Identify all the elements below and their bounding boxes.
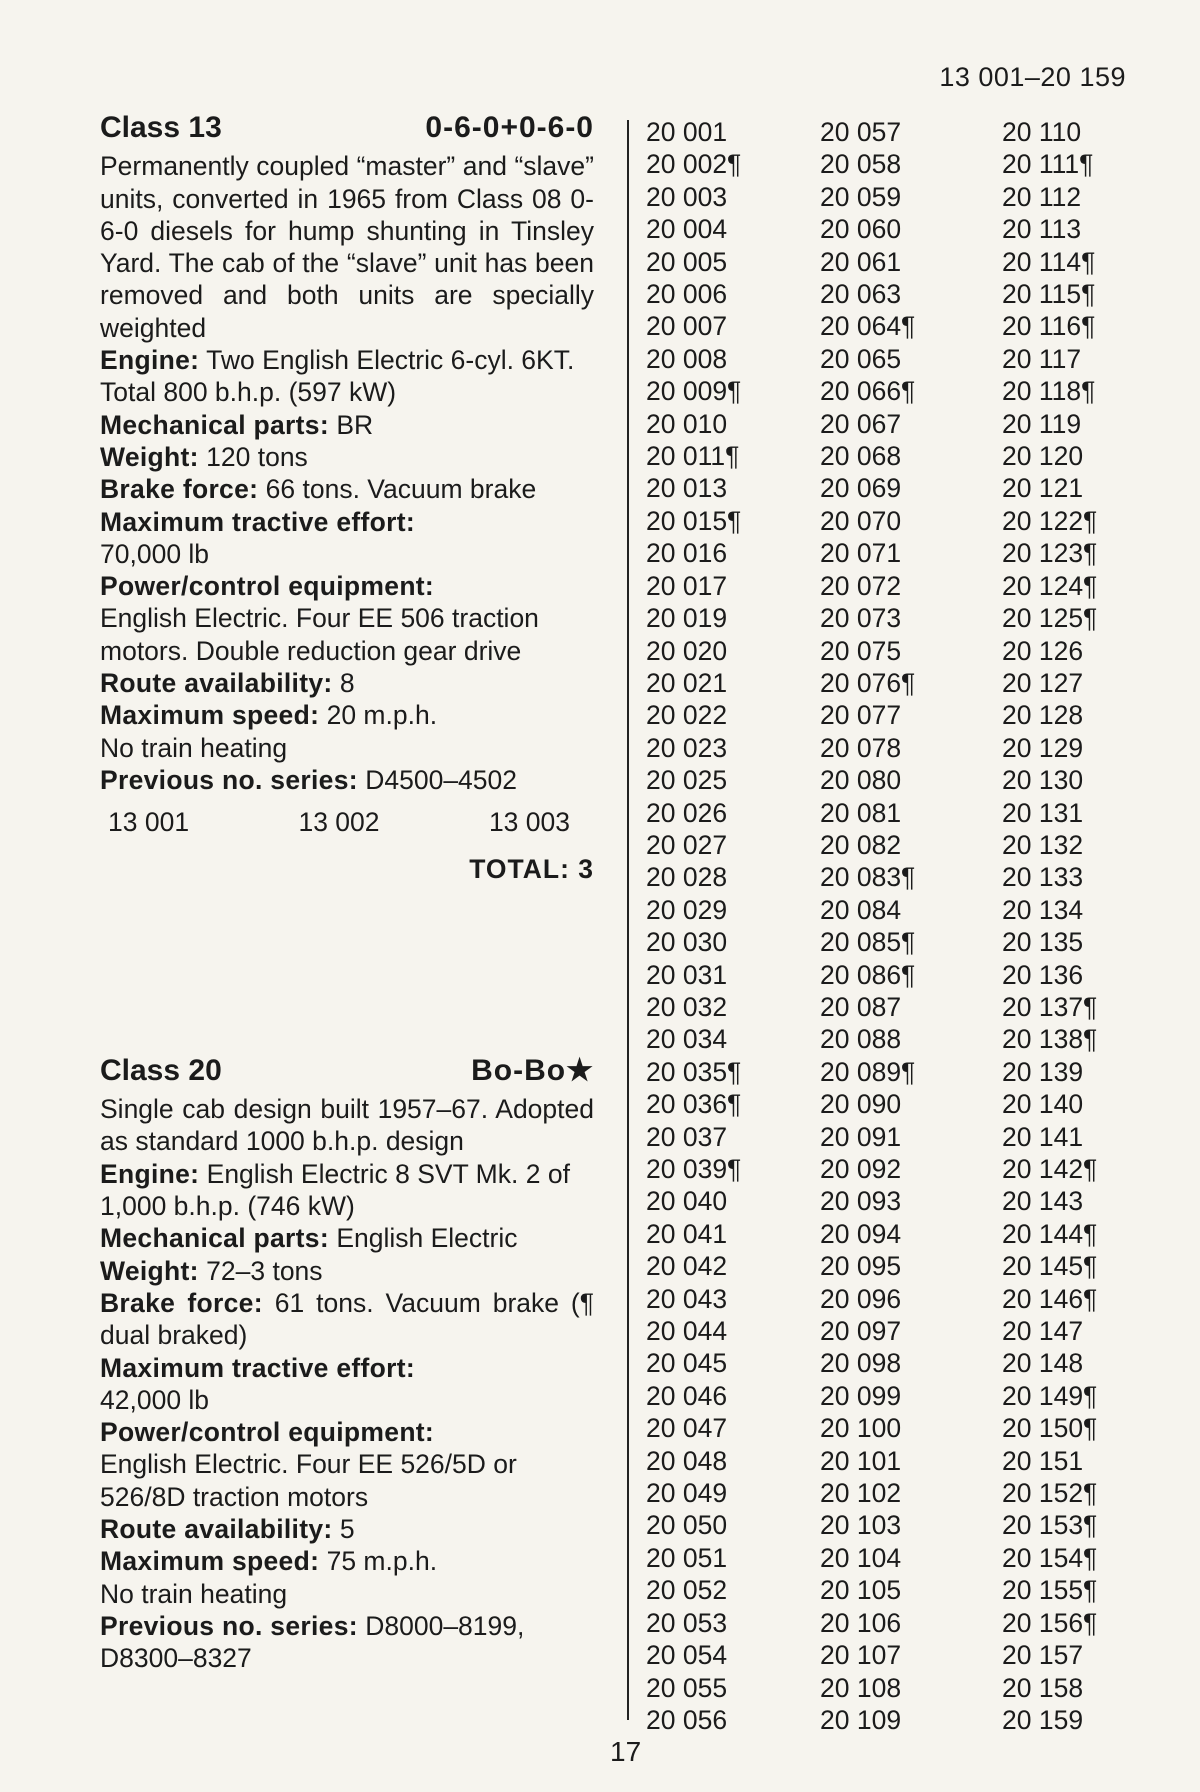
locomotive-number: 20 013: [646, 473, 728, 504]
locomotive-number: 20 137¶: [1002, 991, 1098, 1022]
locomotive-number: 20 141: [1002, 1121, 1084, 1152]
locomotive-number: 20 113: [1002, 214, 1082, 245]
locomotive-number: 20 037: [646, 1121, 728, 1152]
locomotive-number: 20 144¶: [1002, 1218, 1098, 1249]
locomotive-number: 20 122¶: [1002, 505, 1098, 536]
maximum-speed-label: Maximum speed:: [100, 1546, 320, 1577]
locomotive-number: 20 108: [820, 1672, 902, 1703]
class13-total: TOTAL: 3: [469, 853, 594, 884]
route-availability-value: 8: [339, 668, 355, 699]
locomotive-number: 20 106: [820, 1607, 902, 1638]
locomotive-number: 20 150¶: [1002, 1413, 1098, 1444]
locomotive-number: 20 119: [1002, 408, 1082, 439]
locomotive-number: 20 053: [646, 1607, 728, 1638]
class20-brake-force: [100, 1287, 594, 1352]
locomotive-number: 20 151: [1002, 1445, 1084, 1476]
power-control-label: Power/control equipment:: [100, 1417, 435, 1448]
locomotive-number: 20 059: [820, 181, 902, 212]
locomotive-number: 20 060: [820, 214, 902, 245]
locomotive-number: 20 140: [1002, 1089, 1084, 1120]
engine-value: English Electric 8 SVT Mk. 2 of 1,000 b.h.p. (746 kW): [100, 1158, 570, 1222]
class20-tractive-effort: [100, 1352, 594, 1417]
locomotive-number: 20 058: [820, 149, 902, 180]
previous-series-label: Previous no. series:: [100, 764, 358, 795]
locomotive-number: 20 072: [820, 570, 902, 601]
brake-force-label: Brake force:: [100, 474, 259, 505]
locomotive-number: 20 020: [646, 635, 728, 666]
locomotive-number: 20 143: [1002, 1186, 1084, 1217]
locomotive-number: 20 069: [820, 473, 902, 504]
brake-force-label: Brake force:: [100, 1287, 263, 1318]
locomotive-number: 20 008: [646, 343, 728, 374]
locomotive-number: 20 127: [1002, 667, 1084, 698]
class20-heading: [100, 1055, 594, 1087]
locomotive-number: 20 011¶: [646, 441, 740, 472]
class13-tractive-effort: [100, 506, 594, 571]
class20-mechanical-parts: [100, 1222, 594, 1254]
locomotive-number: 20 043: [646, 1283, 728, 1314]
locomotive-number: 20 015¶: [646, 505, 742, 536]
brake-force-value: 66 tons. Vacuum brake: [265, 474, 537, 505]
locomotive-number: 20 152¶: [1002, 1478, 1098, 1509]
locomotive-number: 20 129: [1002, 732, 1084, 763]
locomotive-number: 20 040: [646, 1186, 728, 1217]
class20-description: Single cab design built 1957–67. Adopted as standard 1000 b.h.p. design: [100, 1094, 594, 1157]
locomotive-number: 20 099: [820, 1380, 902, 1411]
locomotive-number: 20 126: [1002, 635, 1084, 666]
locomotive-number: 20 036¶: [646, 1089, 742, 1120]
locomotive-number: 20 063: [820, 279, 902, 310]
locomotive-number: 20 064¶: [820, 311, 916, 342]
locomotive-number: 20 071: [820, 538, 902, 569]
locomotive-number: 20 118¶: [1002, 376, 1096, 407]
locomotive-number: 20 149¶: [1002, 1380, 1098, 1411]
locomotive-number: 20 105: [820, 1575, 902, 1606]
locomotive-number: 20 002¶: [646, 149, 742, 180]
locomotive-number: 20 087: [820, 991, 902, 1022]
locomotive-number: 20 006: [646, 279, 728, 310]
locomotive-number: 20 030: [646, 927, 728, 958]
locomotive-number: 20 004: [646, 214, 728, 245]
mechanical-parts-label: Mechanical parts:: [100, 1223, 329, 1254]
locomotive-number: 20 049: [646, 1478, 728, 1509]
number-column-3: [1002, 116, 1097, 1736]
class20-maximum-speed: [100, 1545, 594, 1577]
locomotive-number: 20 121: [1002, 473, 1084, 504]
locomotive-number: 20 054: [646, 1640, 728, 1671]
locomotive-number: 20 005: [646, 246, 728, 277]
locomotive-number: 20 076¶: [820, 667, 916, 698]
locomotive-number: 20 145¶: [1002, 1251, 1098, 1282]
locomotive-number: 20 128: [1002, 700, 1084, 731]
locomotive-number: 20 078: [820, 732, 902, 763]
number-column-2: [820, 116, 915, 1736]
locomotive-number: 20 148: [1002, 1348, 1084, 1379]
locomotive-number: 20 107: [820, 1640, 902, 1671]
locomotive-number: 20 042: [646, 1251, 728, 1282]
route-availability-label: Route availability:: [100, 668, 333, 699]
class13-description: Permanently coupled “master” and “slave” units, converted in 1965 from Class 08 0-6-0 diesels for hump shunting in Tinsley Yard. The cab of the “slave” unit has been removed and both units are specially weighted: [100, 151, 594, 343]
locomotive-number: 20 051: [646, 1542, 728, 1573]
class13-unit-list: [100, 806, 594, 838]
class13-mechanical-parts: [100, 409, 594, 441]
class13-wheel-arrangement: 0-6-0+0-6-0: [425, 111, 594, 144]
locomotive-number: 20 029: [646, 894, 728, 925]
locomotive-number: 20 116¶: [1002, 311, 1096, 342]
locomotive-number: 20 156¶: [1002, 1607, 1098, 1638]
tractive-effort-label: Maximum tractive effort:: [100, 506, 415, 537]
locomotive-number: 20 035¶: [646, 1056, 742, 1087]
class20-weight: [100, 1255, 594, 1287]
locomotive-number: 20 142¶: [1002, 1154, 1098, 1184]
locomotive-number: 20 084: [820, 894, 902, 925]
class13-title: Class 13: [100, 111, 222, 144]
locomotive-number: 20 034: [646, 1024, 728, 1055]
locomotive-number: 20 136: [1002, 959, 1084, 990]
class20-engine: [100, 1158, 594, 1223]
locomotive-number: 20 016: [646, 538, 728, 569]
power-control-value: English Electric. Four EE 506 traction motors. Double reduction gear drive: [100, 603, 539, 666]
locomotive-number: 20 009¶: [646, 376, 742, 407]
locomotive-number: 20 052: [646, 1575, 728, 1606]
locomotive-number: 20 066¶: [820, 376, 916, 407]
locomotive-number: 20 048: [646, 1445, 728, 1476]
class20-power-control: [100, 1416, 594, 1513]
unit-number: 13 002: [298, 807, 380, 838]
maximum-speed-value: 20 m.p.h.: [326, 700, 438, 731]
class13-train-heating: No train heating: [100, 732, 288, 763]
locomotive-number: 20 153¶: [1002, 1510, 1098, 1541]
locomotive-number: 20 032: [646, 991, 728, 1022]
previous-series-value: D4500–4502: [365, 764, 518, 795]
locomotive-number: 20 132: [1002, 829, 1084, 860]
locomotive-number: 20 138¶: [1002, 1024, 1098, 1055]
locomotive-number: 20 041: [646, 1218, 728, 1249]
unit-number: 13 003: [488, 807, 570, 838]
column-divider: [627, 120, 629, 1720]
locomotive-number: 20 146¶: [1002, 1283, 1098, 1314]
engine-value: Two English Electric 6-cyl. 6KT. Total 800 b.h.p. (597 kW): [100, 345, 575, 408]
locomotive-number: 20 075: [820, 635, 902, 666]
locomotive-number: 20 086¶: [820, 959, 916, 990]
locomotive-number: 20 115¶: [1002, 279, 1096, 310]
locomotive-number: 20 100: [820, 1413, 902, 1444]
class20-section: [100, 1055, 594, 1675]
class-details-column: [100, 112, 594, 1674]
locomotive-number: 20 114¶: [1002, 246, 1096, 277]
locomotive-number: 20 125¶: [1002, 603, 1098, 634]
class13-maximum-speed: [100, 699, 594, 731]
locomotive-number: 20 082: [820, 829, 902, 860]
locomotive-number: 20 098: [820, 1348, 902, 1379]
mechanical-parts-value: BR: [336, 409, 374, 440]
locomotive-number: 20 088: [820, 1024, 902, 1055]
locomotive-number: 20 089¶: [820, 1056, 916, 1087]
locomotive-number: 20 044: [646, 1316, 728, 1347]
weight-label: Weight:: [100, 441, 199, 472]
locomotive-number: 20 027: [646, 829, 728, 860]
mechanical-parts-label: Mechanical parts:: [100, 409, 329, 440]
locomotive-number: 20 134: [1002, 894, 1084, 925]
locomotive-number: 20 095: [820, 1251, 902, 1282]
locomotive-number: 20 021: [646, 667, 728, 698]
previous-series-label: Previous no. series:: [100, 1610, 358, 1641]
tractive-effort-value: 42,000 lb: [100, 1384, 210, 1415]
locomotive-number: 20 007: [646, 311, 728, 342]
locomotive-number: 20 047: [646, 1413, 728, 1444]
weight-value: 120 tons: [206, 441, 308, 472]
locomotive-number: 20 124¶: [1002, 570, 1098, 601]
locomotive-number: 20 073: [820, 603, 902, 634]
locomotive-number: 20 130: [1002, 765, 1084, 796]
locomotive-number: 20 085¶: [820, 927, 916, 958]
locomotive-number: 20 110: [1002, 117, 1082, 147]
locomotive-number: 20 003: [646, 181, 728, 212]
locomotive-number: 20 147: [1002, 1316, 1084, 1347]
locomotive-number: 20 028: [646, 862, 728, 893]
locomotive-number: 20 045: [646, 1348, 728, 1379]
mechanical-parts-value: English Electric: [336, 1223, 518, 1254]
locomotive-number: 20 159: [1002, 1704, 1084, 1735]
locomotive-number: 20 065: [820, 343, 902, 374]
locomotive-number: 20 057: [820, 117, 902, 147]
class13-route-availability: [100, 667, 594, 699]
locomotive-number: 20 046: [646, 1380, 728, 1411]
class20-wheel-arrangement: Bo-Bo★: [471, 1053, 594, 1087]
locomotive-number: 20 102: [820, 1478, 902, 1509]
locomotive-number: 20 031: [646, 959, 728, 990]
locomotive-number: 20 131: [1002, 797, 1084, 828]
locomotive-number: 20 111¶: [1002, 149, 1094, 180]
class13-previous-series: [100, 764, 594, 796]
locomotive-number: 20 039¶: [646, 1154, 742, 1184]
engine-label: Engine:: [100, 1158, 200, 1189]
tractive-effort-value: 70,000 lb: [100, 538, 210, 569]
locomotive-number: 20 101: [820, 1445, 902, 1476]
locomotive-number: 20 135: [1002, 927, 1084, 958]
locomotive-number: 20 123¶: [1002, 538, 1098, 569]
locomotive-number: 20 092: [820, 1154, 902, 1184]
locomotive-number: 20 070: [820, 505, 902, 536]
locomotive-number: 20 120: [1002, 441, 1084, 472]
engine-label: Engine:: [100, 345, 200, 376]
locomotive-number: 20 155¶: [1002, 1575, 1098, 1606]
locomotive-number: 20 017: [646, 570, 728, 601]
locomotive-number: 20 094: [820, 1218, 902, 1249]
weight-value: 72–3 tons: [206, 1255, 323, 1286]
power-control-label: Power/control equipment:: [100, 571, 435, 602]
page-range-header: 13 001–20 159: [939, 62, 1126, 92]
previous-series-value: D8000–8199, D8300–8327: [100, 1610, 525, 1674]
number-column-1: [646, 116, 741, 1736]
maximum-speed-label: Maximum speed:: [100, 700, 320, 731]
weight-label: Weight:: [100, 1255, 199, 1286]
locomotive-number: 20 023: [646, 732, 728, 763]
class13-power-control: [100, 570, 594, 667]
locomotive-number: 20 061: [820, 246, 902, 277]
power-control-value: English Electric. Four EE 526/5D or 526/8D traction motors: [100, 1449, 517, 1512]
locomotive-number: 20 022: [646, 700, 728, 731]
class20-title: Class 20: [100, 1053, 222, 1087]
unit-number: 13 001: [108, 807, 190, 838]
class13-engine: [100, 344, 594, 409]
locomotive-number: 20 026: [646, 797, 728, 828]
locomotive-number: 20 096: [820, 1283, 902, 1314]
page-number: 17: [610, 1736, 642, 1767]
locomotive-number: 20 081: [820, 797, 902, 828]
class13-brake-force: [100, 473, 594, 505]
class20-previous-series: [100, 1610, 594, 1675]
locomotive-number: 20 097: [820, 1316, 902, 1347]
locomotive-number: 20 068: [820, 441, 902, 472]
locomotive-number: 20 139: [1002, 1056, 1084, 1087]
class13-section: [100, 112, 594, 885]
locomotive-number: 20 025: [646, 765, 728, 796]
locomotive-number: 20 083¶: [820, 862, 916, 893]
locomotive-number: 20 104: [820, 1542, 902, 1573]
locomotive-number: 20 154¶: [1002, 1542, 1098, 1573]
locomotive-number: 20 157: [1002, 1640, 1084, 1671]
locomotive-number: 20 090: [820, 1089, 902, 1120]
class13-weight: [100, 441, 594, 473]
locomotive-number: 20 080: [820, 765, 902, 796]
tractive-effort-label: Maximum tractive effort:: [100, 1352, 415, 1383]
locomotive-number: 20 117: [1002, 343, 1082, 374]
route-availability-value: 5: [339, 1513, 355, 1544]
locomotive-number: 20 055: [646, 1672, 728, 1703]
locomotive-number: 20 103: [820, 1510, 902, 1541]
class13-heading: [100, 112, 594, 144]
locomotive-number: 20 158: [1002, 1672, 1084, 1703]
locomotive-number: 20 133: [1002, 862, 1084, 893]
locomotive-number: 20 112: [1002, 181, 1082, 212]
locomotive-number: 20 019: [646, 603, 728, 634]
locomotive-number: 20 093: [820, 1186, 902, 1217]
locomotive-number: 20 050: [646, 1510, 728, 1541]
route-availability-label: Route availability:: [100, 1513, 333, 1544]
locomotive-number: 20 067: [820, 408, 902, 439]
locomotive-number: 20 056: [646, 1704, 728, 1735]
class20-route-availability: [100, 1513, 594, 1545]
locomotive-number: 20 109: [820, 1704, 902, 1735]
brake-force-value: 61 tons. Vacuum brake (¶ dual braked): [100, 1287, 594, 1351]
maximum-speed-value: 75 m.p.h.: [326, 1546, 438, 1577]
locomotive-number: 20 077: [820, 700, 902, 731]
locomotive-number: 20 010: [646, 408, 728, 439]
locomotive-number: 20 001: [646, 117, 728, 147]
locomotive-number: 20 091: [820, 1121, 902, 1152]
class20-train-heating: No train heating: [100, 1578, 288, 1609]
